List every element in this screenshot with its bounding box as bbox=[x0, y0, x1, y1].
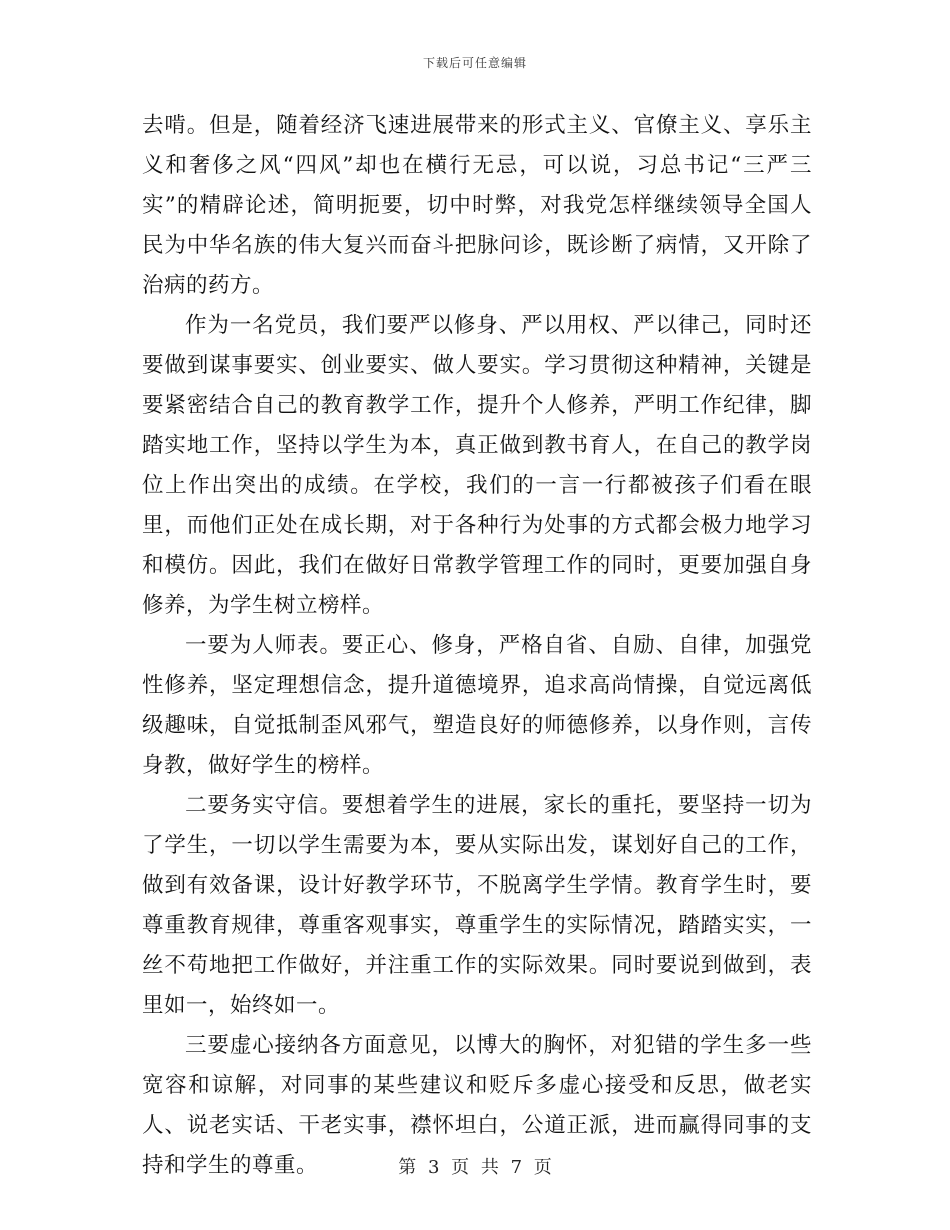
page-header: 下载后可任意编辑 bbox=[422, 56, 527, 70]
paragraph-first-point: 一要为人师表。要正心、修身，严格自省、自励、自律，加强党性修养，坚定理想信念，提升道德境界，追求高尚情操，自觉远离低级趣味，自觉抵制歪风邪气，塑造良好的师德修养，以身作则，言传身教，做好学生的榜样。 bbox=[142, 633, 812, 778]
paragraph-party-member: 作为一名党员，我们要严以修身、严以用权、严以律己，同时还要做到谋事要实、创业要实、做人要实。学习贯彻这种精神，关键是要紧密结合自己的教育教学工作，提升个人修养，严明工作纪律，脚踏实地工作，坚持以学生为本，真正做到教书育人，在自己的教学岗位上作出突出的成绩。在学校，我们的一言一行都被孩子们看在眼里，而他们正处在成长期，对于各种行为处事的方式都会极力地学习和模仿。因此，我们在做好日常教学管理工作的同时，更要加强自身修养，为学生树立榜样。 bbox=[142, 313, 812, 618]
paragraph-third-point: 三要虚心接纳各方面意见，以博大的胸怀，对犯错的学生多一些宽容和谅解，对同事的某些建议和贬斥多虚心接受和反思，做老实人、说老实话、干老实事，襟怀坦白，公道正派，进而赢得同事的支持和学生的尊重。 bbox=[142, 1033, 812, 1178]
document-body bbox=[142, 106, 812, 1186]
paragraph-continuation: 去啃。但是，随着经济飞速进展带来的形式主义、官僚主义、享乐主义和奢侈之风“四风”却也在横行无忌，可以说，习总书记“三严三实”的精辟论述，简明扼要，切中时弊，对我党怎样继续领导全国人民为中华名族的伟大复兴而奋斗把脉问诊，既诊断了病情，又开除了治病的药方。 bbox=[142, 113, 812, 298]
page-footer: 第 3 页 共 7 页 bbox=[398, 1157, 552, 1178]
paragraph-second-point: 二要务实守信。要想着学生的进展，家长的重托，要坚持一切为了学生，一切以学生需要为本，要从实际出发，谋划好自己的工作，做到有效备课，设计好教学环节，不脱离学生学情。教育学生时，要尊重教育规律，尊重客观事实，尊重学生的实际情况，踏踏实实，一丝不苟地把工作做好，并注重工作的实际效果。同时要说到做到，表里如一，始终如一。 bbox=[142, 793, 812, 1018]
